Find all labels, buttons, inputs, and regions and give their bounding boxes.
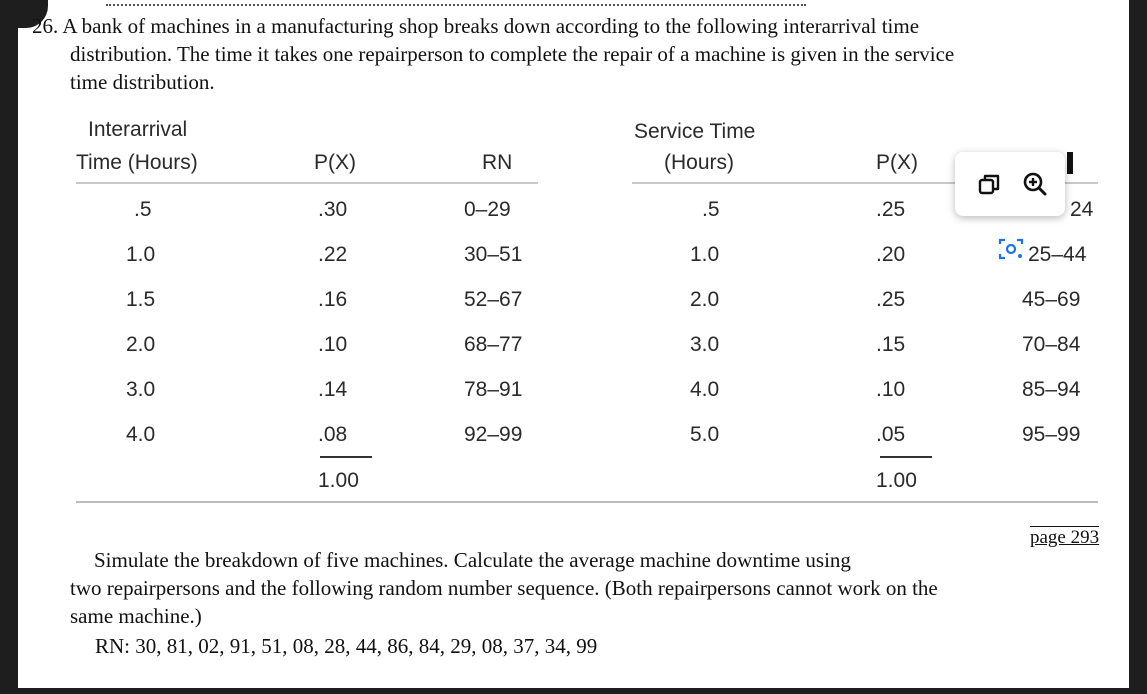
service-sum-rule [880, 456, 932, 458]
interarrival-p-cell: .14 [318, 378, 348, 401]
service-p-cell: .10 [876, 378, 906, 401]
service-rn-cell: 45–69 [1022, 288, 1081, 311]
service-time-cell: 3.0 [690, 333, 720, 356]
image-action-toolbar [955, 152, 1065, 216]
interarrival-time-cell: 4.0 [126, 423, 156, 446]
google-lens-icon[interactable] [997, 236, 1025, 262]
service-p-cell: .05 [876, 423, 906, 446]
service-header-line1: Service Time [634, 120, 756, 143]
interarrival-time-cell: 1.0 [126, 243, 156, 266]
interarrival-p-cell: .10 [318, 333, 348, 356]
problem-line-1: A bank of machines in a manufacturing shop breaks down according to the following interarrival time [62, 14, 920, 38]
simulate-line-2: two repairpersons and the following random number sequence. (Both repairpersons cannot work on the [70, 576, 938, 600]
interarrival-header-line1: Interarrival [88, 118, 188, 141]
service-p-cell: .20 [876, 243, 906, 266]
interarrival-total: 1.00 [318, 469, 359, 492]
document-page [18, 0, 1129, 688]
copy-icon[interactable] [975, 170, 1003, 198]
interarrival-p-cell: .22 [318, 243, 348, 266]
service-header-line2: (Hours) [664, 151, 735, 174]
service-p-cell: .25 [876, 288, 906, 311]
service-p-header: P(X) [876, 151, 918, 174]
interarrival-rn-cell: 30–51 [464, 243, 523, 266]
interarrival-rn-cell: 68–77 [464, 333, 523, 356]
interarrival-p-cell: .08 [318, 423, 348, 446]
random-number-sequence: RN: 30, 81, 02, 91, 51, 08, 28, 44, 86, 84, 29, 08, 37, 34, 99 [95, 634, 598, 658]
service-rn-cell: 24 [1070, 198, 1094, 221]
service-total: 1.00 [876, 469, 917, 492]
interarrival-rn-cell: 0–29 [464, 198, 511, 221]
problem-line-2: distribution. The time it takes one repairperson to complete the repair of a machine is given in the service [70, 42, 955, 66]
simulation-instructions [70, 546, 1128, 630]
service-rn-cell: 70–84 [1022, 333, 1081, 356]
service-rn-cell: 85–94 [1022, 378, 1081, 401]
table-bottom-rule [76, 501, 1098, 503]
interarrival-time-cell: 3.0 [126, 378, 156, 401]
interarrival-sum-rule [320, 456, 372, 458]
distribution-tables [18, 0, 1129, 520]
page-reference: page 293 [1030, 527, 1100, 548]
simulate-line-1: Simulate the breakdown of five machines. Calculate the average machine downtime using [94, 548, 851, 572]
zoom-in-icon[interactable] [1021, 170, 1049, 198]
interarrival-header-line2: Time (Hours) [76, 151, 198, 174]
interarrival-time-cell: .5 [134, 198, 152, 221]
service-time-cell: .5 [702, 198, 720, 221]
problem-number: 26. [32, 14, 59, 38]
interarrival-p-cell: .30 [318, 198, 348, 221]
interarrival-time-cell: 1.5 [126, 288, 156, 311]
service-p-cell: .15 [876, 333, 906, 356]
problem-line-3: time distribution. [70, 70, 215, 94]
interarrival-p-cell: .16 [318, 288, 348, 311]
simulate-line-3: same machine.) [70, 604, 202, 628]
interarrival-rn-cell: 52–67 [464, 288, 523, 311]
interarrival-rn-cell: 78–91 [464, 378, 523, 401]
service-time-cell: 2.0 [690, 288, 720, 311]
interarrival-time-cell: 2.0 [126, 333, 156, 356]
service-rn-cell: 95–99 [1022, 423, 1081, 446]
viewer-bottom-edge [0, 688, 1147, 694]
interarrival-header-rule [76, 182, 538, 184]
service-rn-cell: 25–44 [1028, 243, 1087, 266]
service-time-cell: 1.0 [690, 243, 720, 266]
service-time-cell: 4.0 [690, 378, 720, 401]
service-time-cell: 5.0 [690, 423, 720, 446]
service-p-cell: .25 [876, 198, 906, 221]
interarrival-p-header: P(X) [314, 151, 356, 174]
interarrival-rn-cell: 92–99 [464, 423, 523, 446]
cropped-header-glyph [1067, 152, 1073, 174]
interarrival-rn-header: RN [482, 151, 513, 174]
